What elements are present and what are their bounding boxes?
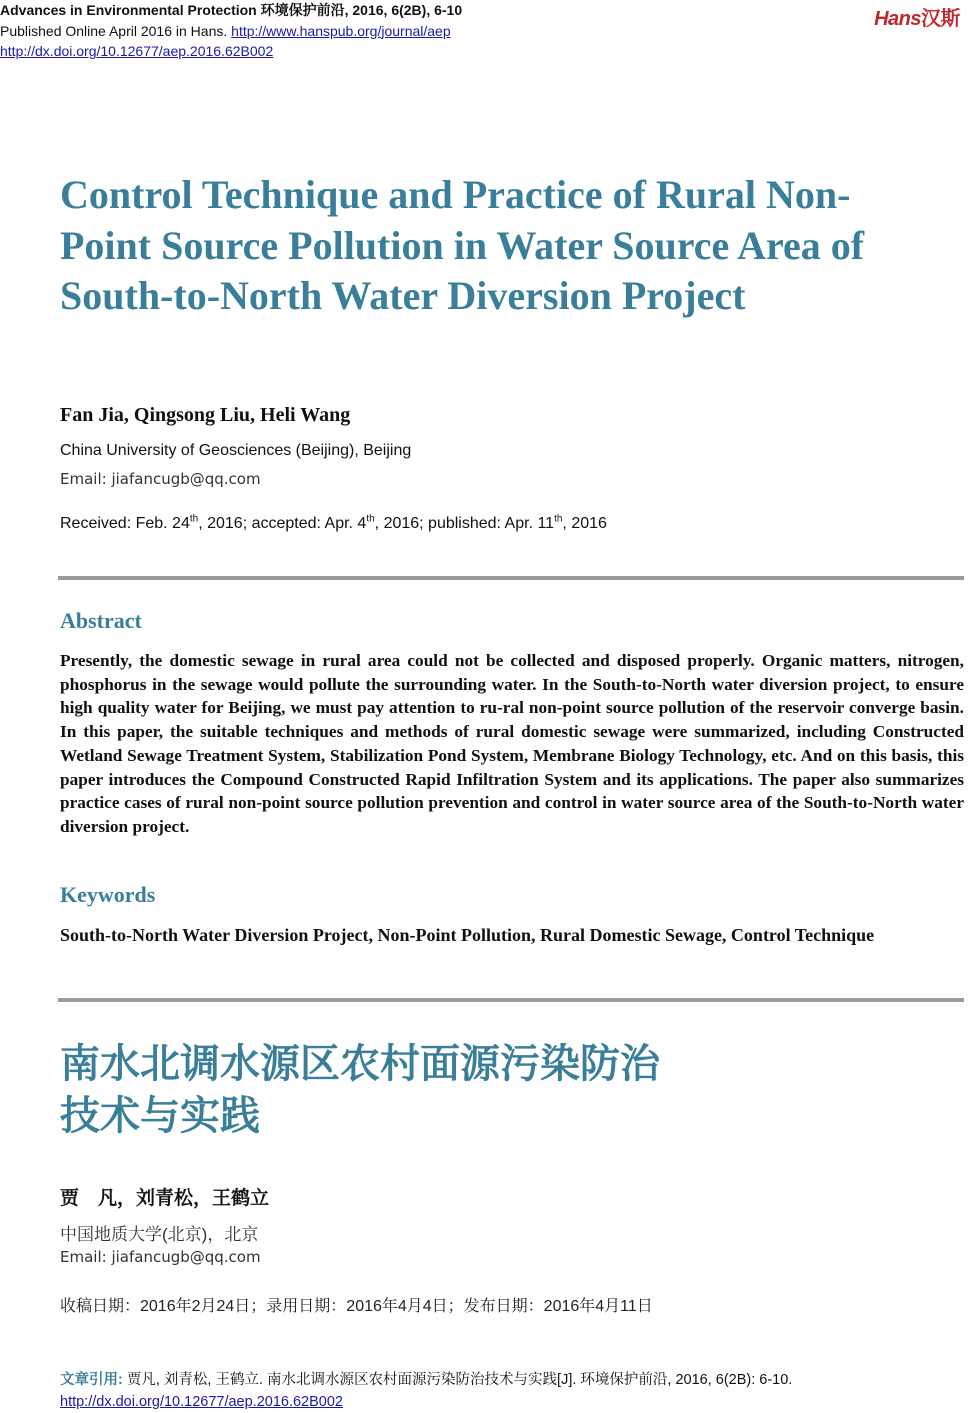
english-dates bbox=[60, 515, 964, 533]
citation-line bbox=[60, 1370, 792, 1391]
logo-latin: Hans bbox=[874, 8, 921, 30]
hans-logo bbox=[874, 2, 960, 31]
abstract-text: Presently, the domestic sewage in rural area could not be collected and disposed properly. Organic matters, nitrogen, phosphorus in the sewage would pollute the surrounding water. In the South-to-North water diversion project, to ensure high quality water for Beijing, we must pay attention to ru-ral non-point source pollution of the reservoir converge basin. In this paper, the suitable techniques and methods of rural domestic sewage were summarized, including Constructed Wetland Sewage Treatment System, Stabilization Pond System, Membrane Biology Technology, etc. And on this basis, this paper introduces the Compound Constructed Rapid Infiltration System and its applications. The paper also summarizes practice cases of rural non-point source pollution prevention and control in water source area of the South-to-North water diversion project. bbox=[60, 651, 964, 836]
english-title: Control Technique and Practice of Rural Non-Point Source Pollution in Water Source Area of South-to-North Water Diversion Project bbox=[60, 172, 865, 318]
published-prefix: Published Online April 2016 in Hans. bbox=[0, 22, 232, 39]
chinese-email: Email: jiafancugb@qq.com bbox=[60, 1248, 261, 1266]
chinese-affiliation: 中国地质大学(北京)，北京 bbox=[60, 1225, 259, 1244]
chinese-authors: 贾 凡，刘青松，王鹤立 bbox=[60, 1187, 270, 1209]
accepted-date: , 2016; accepted: Apr. 4 bbox=[198, 515, 367, 532]
english-authors: Fan Jia, Qingsong Liu, Heli Wang bbox=[60, 404, 351, 426]
chinese-dates: 收稿日期：2016年2月24日；录用日期：2016年4月4日；发布日期：2016年4月11日 bbox=[60, 1298, 653, 1315]
chinese-title-line1: 南水北调水源区农村面源污染防治 bbox=[60, 1042, 660, 1086]
published-date: , 2016; published: Apr. 11 bbox=[374, 515, 555, 532]
english-email: Email: jiafancugb@qq.com bbox=[60, 470, 261, 488]
keywords-text: South-to-North Water Diversion Project, Non-Point Pollution, Rural Domestic Sewage, Control Technique bbox=[60, 925, 875, 945]
ordinal-suffix: th bbox=[366, 513, 375, 525]
published-line bbox=[0, 21, 462, 42]
english-affiliation: China University of Geosciences (Beijing), Beijing bbox=[60, 442, 412, 459]
citation-label: 文章引用: bbox=[60, 1372, 123, 1388]
journal-header bbox=[0, 0, 462, 62]
doi-link[interactable]: http://dx.doi.org/10.12677/aep.2016.62B002 bbox=[0, 43, 274, 59]
received-date: Received: Feb. 24 bbox=[60, 515, 190, 532]
keywords-heading: Keywords bbox=[60, 882, 156, 907]
section-divider bbox=[58, 998, 964, 1002]
year-suffix: , 2016 bbox=[562, 515, 607, 532]
section-divider bbox=[58, 576, 964, 580]
citation-text: 贾凡, 刘青松, 王鹤立. 南水北调水源区农村面源污染防治技术与实践[J]. 环境保护前沿, 2016, 6(2B): 6-10. bbox=[122, 1372, 793, 1388]
abstract-heading: Abstract bbox=[60, 608, 142, 633]
ordinal-suffix: th bbox=[189, 513, 199, 525]
ordinal-suffix: th bbox=[554, 513, 563, 525]
journal-link[interactable]: http://www.hanspub.org/journal/aep bbox=[231, 22, 451, 39]
chinese-title-line2: 技术与实践 bbox=[60, 1094, 260, 1138]
journal-line: Advances in Environmental Protection 环境保护前沿, 2016, 6(2B), 6-10 bbox=[0, 2, 463, 18]
citation-doi-link[interactable]: http://dx.doi.org/10.12677/aep.2016.62B002 bbox=[60, 1394, 343, 1410]
chinese-title bbox=[60, 1038, 964, 1142]
logo-cn: 汉斯 bbox=[921, 8, 960, 30]
